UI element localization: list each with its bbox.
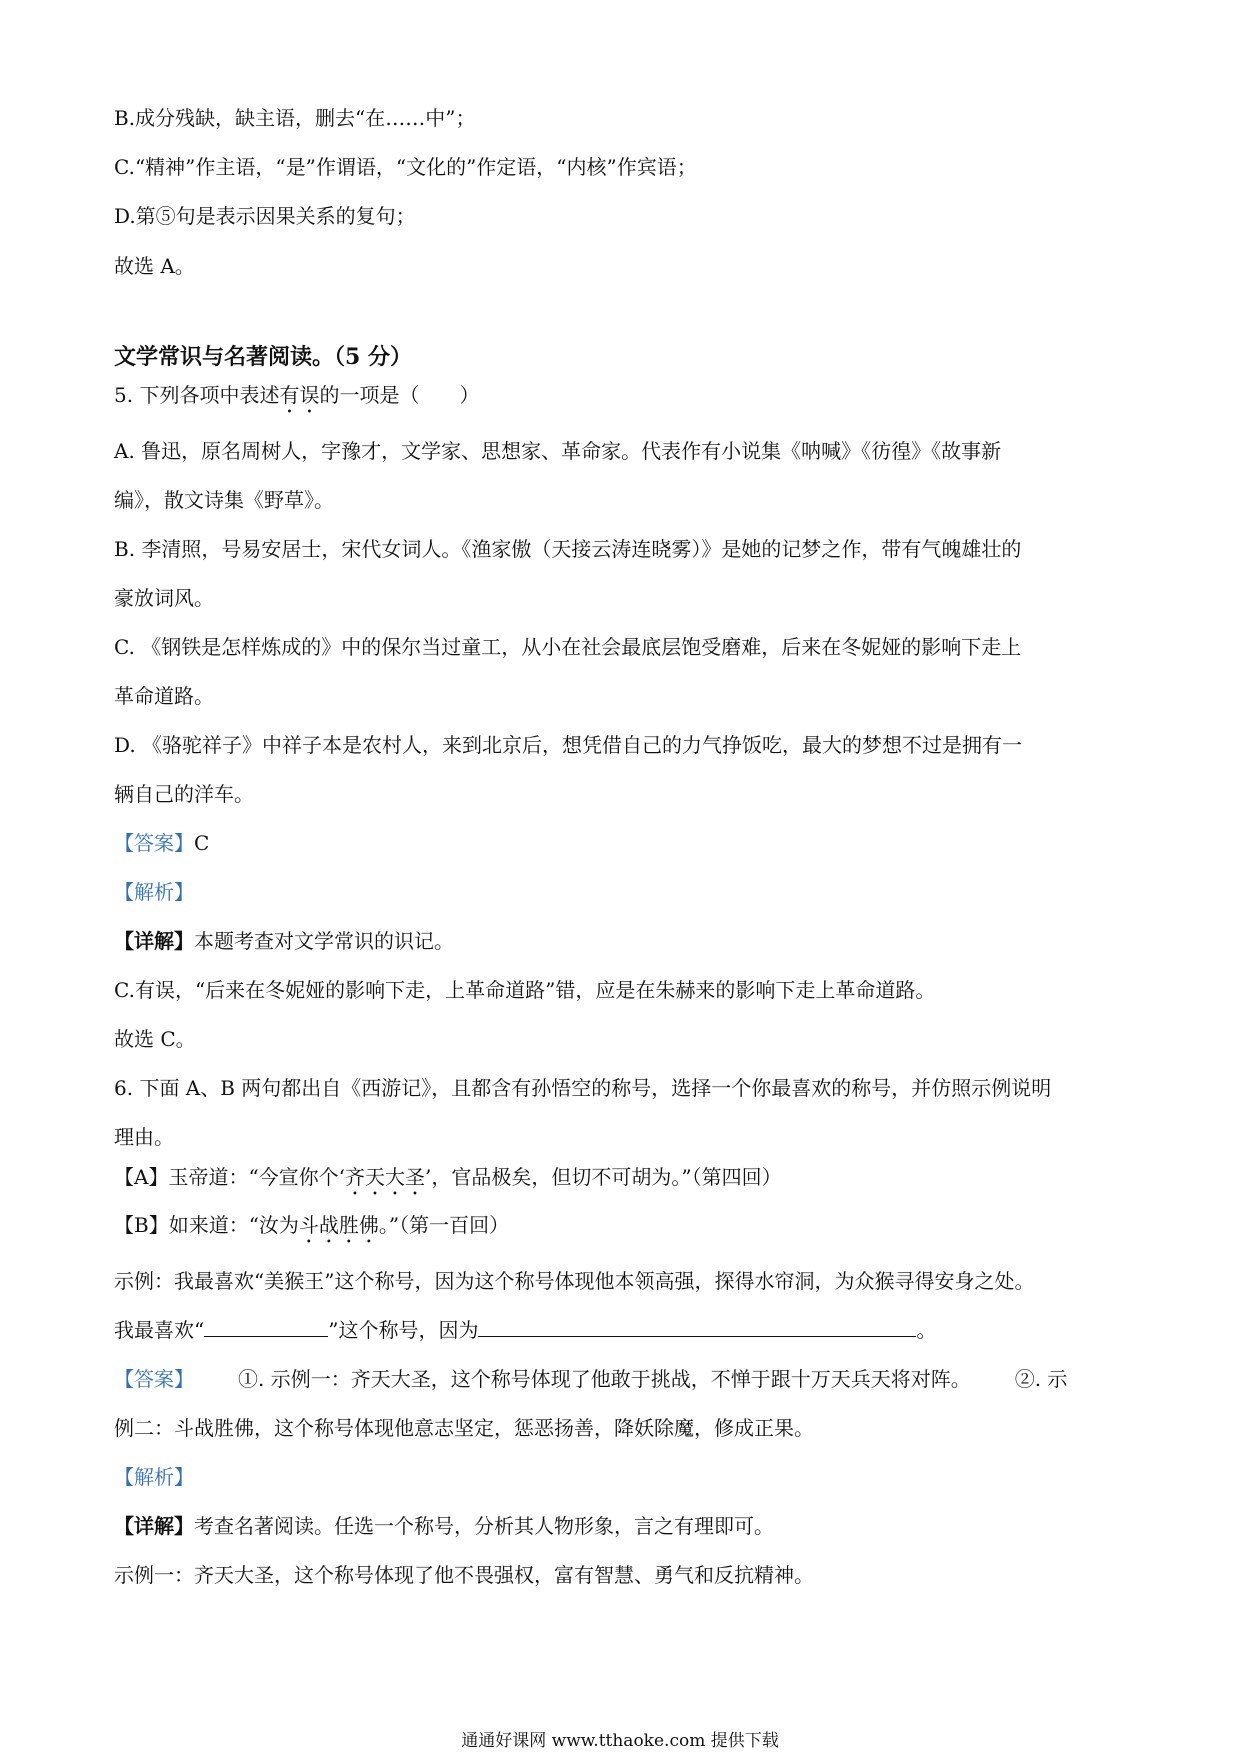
q6-fill-text-1: 我最喜欢“: [114, 1318, 205, 1342]
prev-option-c: C.“精神”作主语，“是”作谓语，“文化的”作定语，“内核”作宾语；: [114, 155, 697, 179]
q5-answer: [114, 829, 209, 857]
q6-analysis-tag: 【解析】: [114, 1465, 194, 1489]
q6-quote-b-after: 。”（第一百回）: [378, 1213, 510, 1237]
q6-quote-b-title: 斗战胜佛: [298, 1213, 379, 1237]
q5-option-c-line2: 革命道路。: [114, 684, 214, 708]
q5-conclusion: 故选 C。: [114, 1027, 196, 1051]
q5-option-b-line2: 豪放词风。: [114, 586, 214, 610]
q6-stem-line2: 理由。: [114, 1125, 174, 1149]
q6-quote-a-before: 【A】玉帝道：“今宣你个‘: [114, 1165, 346, 1189]
q6-answer-1: ①. 示例一：齐天大圣，这个称号体现了他敢于挑战，不惮于跟十万天兵天将对阵。: [238, 1367, 971, 1391]
q5-option-a-line1: A. 鲁迅，原名周树人，字豫才，文学家、思想家、革命家。代表作有小说集《呐喊》《彷徨》《故事新: [114, 439, 1002, 463]
q6-answer-cont: 例二：斗战胜佛，这个称号体现他意志坚定，惩恶扬善，降妖除魔，修成正果。: [114, 1416, 814, 1440]
q6-quote-b: [114, 1211, 509, 1248]
q6-analysis: [114, 1463, 194, 1491]
q6-quote-a-after: ’，官品极矣，但切不可胡为。”（第四回）: [425, 1165, 782, 1189]
q6-stem-line1: 6. 下面 A、B 两句都出自《西游记》，且都含有孙悟空的称号，选择一个你最喜欢的称号，并仿照示例说明: [114, 1076, 1052, 1100]
q5-stem-before: 5. 下列各项中表述: [114, 383, 280, 407]
q5-answer-value: C: [194, 831, 210, 855]
q6-fill-text-3: 。: [916, 1318, 937, 1342]
q6-fill-text-2: ”这个称号，因为: [328, 1318, 479, 1342]
q5-option-d-line2: 辆自己的洋车。: [114, 782, 254, 806]
q6-detail-tag: 【详解】: [114, 1514, 194, 1538]
q5-explain: C.有误，“后来在冬妮娅的影响下走，上革命道路”错，应是在朱赫来的影响下走上革命道路。: [114, 978, 936, 1002]
q6-quote-a-title: 齐天大圣: [345, 1165, 426, 1189]
q5-detail: [114, 927, 454, 955]
q5-stem: [114, 381, 479, 418]
q6-detail-text: 考查名著阅读。任选一个称号，分析其人物形象，言之有理即可。: [194, 1514, 774, 1538]
q6-answer-tag: 【答案】: [114, 1367, 194, 1391]
q6-quote-a: [114, 1163, 782, 1200]
q6-answer: [114, 1365, 1067, 1393]
footer-watermark: 通通好课网 www.tthaoke.com 提供下载: [461, 1731, 779, 1751]
q5-analysis-tag: 【解析】: [114, 880, 194, 904]
q6-quote-b-before: 【B】如来道：“汝为: [114, 1213, 299, 1237]
prev-option-b: B.成分残缺，缺主语，删去“在……中”；: [114, 106, 476, 130]
q5-detail-tag: 【详解】: [114, 929, 194, 953]
prev-option-d: D.第⑤句是表示因果关系的复句；: [114, 204, 416, 228]
q6-blank-title[interactable]: [204, 1316, 328, 1337]
q5-option-a-line2: 编》，散文诗集《野草》。: [114, 488, 334, 512]
q6-fill-line: [114, 1316, 936, 1344]
q6-example-1: 示例一：齐天大圣，这个称号体现了他不畏强权，富有智慧、勇气和反抗精神。: [114, 1563, 814, 1587]
q5-option-b-line1: B. 李清照，号易安居士，宋代女词人。《渔家傲（天接云涛连晓雾）》是她的记梦之作，带有气魄雄壮的: [114, 537, 1022, 561]
q5-option-c-line1: C. 《钢铁是怎样炼成的》中的保尔当过童工，从小在社会最底层饱受磨难，后来在冬妮娅的影响下走上: [114, 635, 1022, 659]
section-title: 文学常识与名著阅读。（5 分）: [114, 344, 412, 370]
q6-blank-reason[interactable]: [478, 1316, 916, 1337]
q5-detail-text: 本题考查对文学常识的识记。: [194, 929, 454, 953]
prev-conclusion: 故选 A。: [114, 254, 195, 278]
q6-example: 示例：我最喜欢“美猴王”这个称号，因为这个称号体现他本领高强，探得水帘洞，为众猴寻得安身之处。: [114, 1269, 1035, 1293]
q5-answer-tag: 【答案】: [114, 831, 194, 855]
q5-option-d-line1: D. 《骆驼祥子》中祥子本是农村人，来到北京后，想凭借自己的力气挣饭吃，最大的梦想不过是拥有一: [114, 733, 1023, 757]
q5-stem-after: 的一项是（ ）: [319, 383, 480, 407]
q6-answer-2-start: ②. 示: [1014, 1367, 1068, 1391]
q5-analysis: [114, 878, 194, 906]
q5-stem-dotted: 有误: [279, 383, 320, 407]
q6-detail: [114, 1512, 774, 1540]
